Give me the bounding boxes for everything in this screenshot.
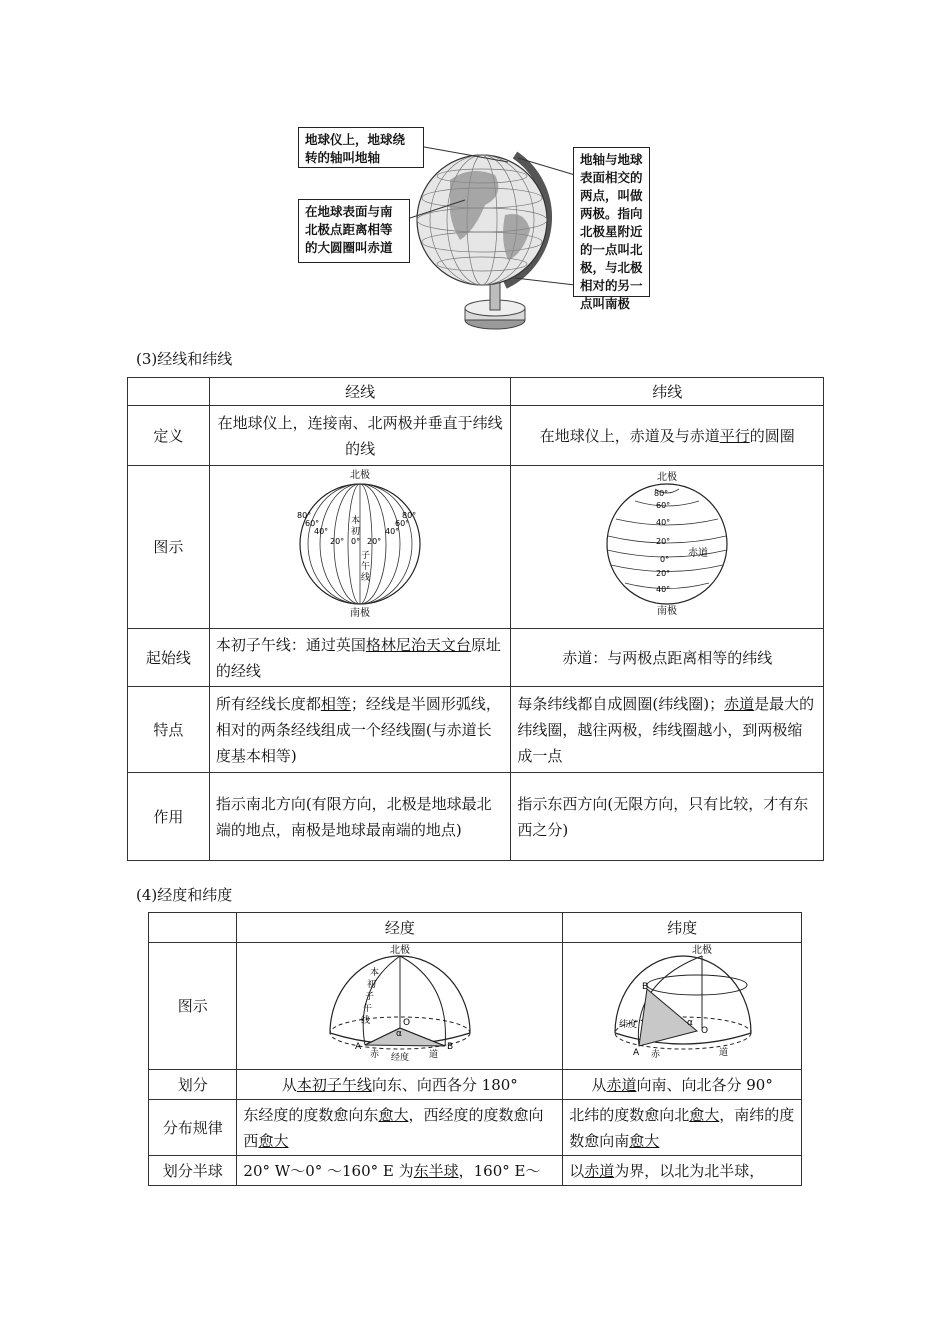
division-latitude: 从赤道向南、向北各分 90°	[563, 1070, 802, 1100]
row-label-hemisphere: 划分半球	[149, 1156, 237, 1186]
svg-text:O: O	[402, 1018, 410, 1028]
svg-text:子: 子	[364, 992, 374, 1002]
row-label-start: 起始线	[128, 629, 210, 687]
table-row	[128, 773, 824, 861]
svg-text:线: 线	[361, 573, 371, 583]
svg-text:南极: 南极	[350, 608, 371, 618]
svg-text:60°: 60°	[305, 519, 320, 528]
svg-text:20°: 20°	[656, 537, 671, 546]
rule-latitude: 北纬的度数愈向北愈大，南纬的度数愈向南愈大	[563, 1100, 802, 1156]
start-parallel: 赤道：与两极点距离相等的纬线	[511, 629, 824, 687]
table-row	[149, 1100, 802, 1156]
label-poles: 地轴与地球表面相交的两点，叫做两极。指向北极星附近的一点叫北极，与北极相对的另一点叫南极	[573, 147, 650, 297]
svg-text:线: 线	[360, 1016, 370, 1026]
svg-text:本: 本	[369, 968, 379, 978]
definition-meridian: 在地球仪上，连接南、北两极并垂直于纬线的线	[209, 406, 511, 466]
svg-text:60°: 60°	[656, 501, 671, 510]
row-label-diagram: 图示	[128, 466, 210, 629]
svg-text:40°: 40°	[314, 527, 329, 536]
svg-text:80°: 80°	[654, 489, 669, 498]
row-label-definition: 定义	[128, 406, 210, 466]
meridian-diagram	[285, 468, 435, 618]
table-row	[128, 629, 824, 687]
svg-text:赤: 赤	[651, 1050, 661, 1060]
row-label-diagram: 图示	[149, 943, 237, 1070]
svg-text:道: 道	[719, 1048, 729, 1058]
svg-text:赤: 赤	[369, 1050, 379, 1060]
svg-text:北极: 北极	[657, 472, 678, 483]
svg-text:80°: 80°	[402, 511, 417, 520]
header-latitude: 纬度	[563, 913, 802, 943]
longitude-latitude-table	[148, 912, 802, 1186]
feature-parallel: 每条纬线都自成圆圈(纬线圈)；赤道是最大的纬线圈，越往两极，纬线圈越小，到两极缩成一点	[511, 687, 824, 773]
table-row	[149, 943, 802, 1070]
svg-text:纬度: 纬度	[619, 1020, 638, 1030]
svg-text:40°: 40°	[385, 527, 400, 536]
svg-text:子: 子	[361, 551, 371, 561]
svg-text:80°: 80°	[297, 511, 312, 520]
table-row	[128, 466, 824, 629]
svg-text:20°: 20°	[330, 537, 345, 546]
label-axis: 地球仪上，地球绕转的轴叫地轴	[298, 127, 424, 168]
svg-text:40°: 40°	[656, 585, 671, 594]
use-meridian: 指示南北方向(有限方向，北极是地球最北端的地点，南极是地球最南端的地点)	[209, 773, 511, 861]
svg-text:北极: 北极	[389, 945, 410, 956]
table-row	[128, 406, 824, 466]
row-label-division: 划分	[149, 1070, 237, 1100]
hemisphere-longitude: 20° W～0° ～160° E 为东半球，160° E～	[237, 1156, 563, 1186]
svg-text:初: 初	[366, 980, 376, 990]
rule-longitude: 东经度的度数愈向东愈大，西经度的度数愈向西愈大	[237, 1100, 563, 1156]
feature-meridian: 所有经线长度都相等；经线是半圆形弧线，相对的两条经线组成一个经线圈(与赤道长度基本相等)	[209, 687, 511, 773]
header-blank	[128, 378, 210, 406]
svg-text:赤道: 赤道	[688, 548, 709, 559]
svg-text:α: α	[395, 1029, 402, 1039]
svg-text:经度: 经度	[390, 1053, 409, 1061]
svg-text:本: 本	[351, 516, 361, 526]
table-row	[128, 378, 824, 406]
parallel-diagram	[592, 468, 742, 618]
parallel-diagram-cell	[511, 466, 824, 629]
latitude-diagram-cell	[563, 943, 802, 1070]
table-row	[149, 913, 802, 943]
svg-text:B: B	[446, 1042, 454, 1052]
header-meridian: 经线	[209, 378, 511, 406]
table-row	[149, 1070, 802, 1100]
label-equator: 在地球表面与南北极点距离相等的大圆圈叫赤道	[298, 199, 410, 263]
row-label-use: 作用	[128, 773, 210, 861]
svg-text:A: A	[633, 1048, 640, 1058]
svg-text:道: 道	[428, 1050, 438, 1060]
svg-text:午: 午	[361, 562, 371, 572]
svg-text:O: O	[701, 1026, 709, 1036]
svg-text:0°: 0°	[660, 555, 670, 564]
svg-text:40°: 40°	[656, 518, 671, 527]
definition-parallel: 在地球仪上，赤道及与赤道平行的圆圈	[511, 406, 824, 466]
svg-text:北极: 北极	[692, 945, 713, 956]
svg-text:南极: 南极	[657, 606, 678, 617]
svg-text:60°: 60°	[395, 519, 410, 528]
svg-text:20°: 20°	[367, 537, 382, 546]
svg-text:0°: 0°	[351, 537, 361, 546]
svg-text:北极: 北极	[350, 470, 371, 481]
section4-title: (4)经度和纬度	[136, 886, 233, 904]
start-meridian: 本初子午线：通过英国格林尼治天文台原址的经线	[209, 629, 511, 687]
use-parallel: 指示东西方向(无限方向，只有比较，才有东西之分)	[511, 773, 824, 861]
header-longitude: 经度	[237, 913, 563, 943]
header-parallel: 纬线	[511, 378, 824, 406]
longitude-diagram	[325, 943, 475, 1061]
row-label-rule: 分布规律	[149, 1100, 237, 1156]
svg-text:20°: 20°	[656, 569, 671, 578]
svg-text:B: B	[642, 982, 649, 992]
latitude-diagram	[607, 943, 757, 1061]
svg-text:初: 初	[351, 527, 361, 537]
svg-text:午: 午	[362, 1004, 372, 1014]
header-blank	[149, 913, 237, 943]
svg-text:A: A	[354, 1042, 362, 1052]
hemisphere-latitude: 以赤道为界，以北为北半球，	[563, 1156, 802, 1186]
section3-title: (3)经线和纬线	[136, 350, 233, 368]
longitude-diagram-cell	[237, 943, 563, 1070]
meridian-parallel-table	[127, 377, 824, 861]
table-row	[128, 687, 824, 773]
meridian-diagram-cell	[209, 466, 511, 629]
row-label-feature: 特点	[128, 687, 210, 773]
svg-text:α: α	[687, 1018, 694, 1028]
division-longitude: 从本初子午线向东、向西各分 180°	[237, 1070, 563, 1100]
table-row	[149, 1156, 802, 1186]
